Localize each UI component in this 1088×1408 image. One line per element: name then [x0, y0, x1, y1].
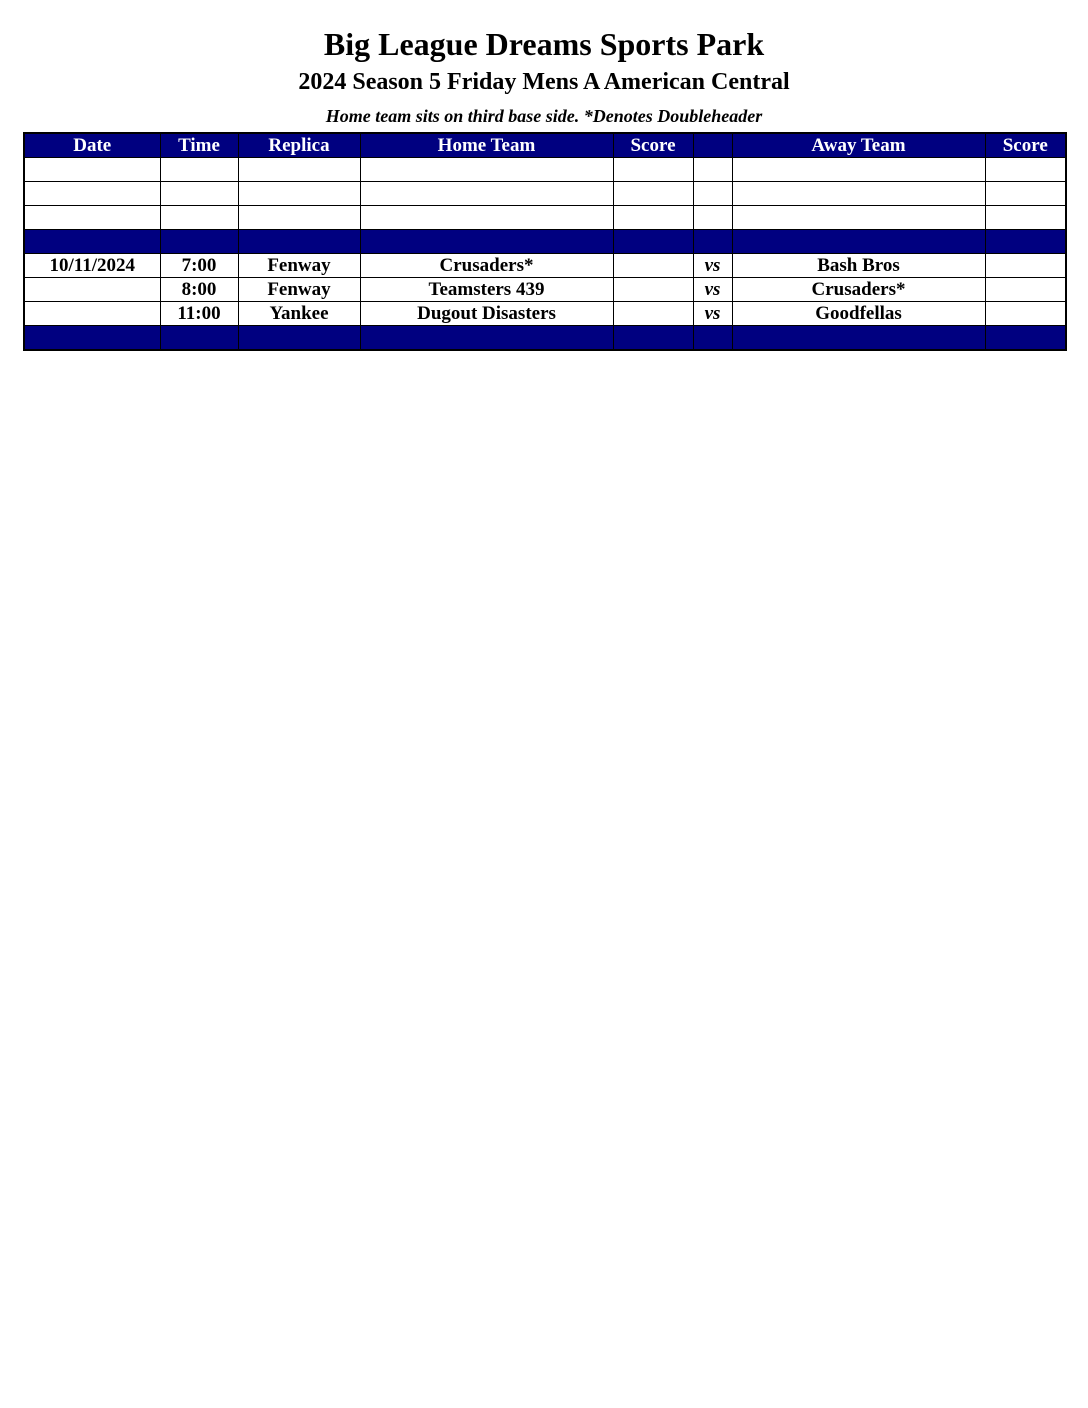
schedule-note: Home team sits on third base side. *Denotes Doubleheader	[325, 106, 763, 126]
band-cell	[985, 326, 1066, 351]
game-away-team: Crusaders*	[732, 278, 985, 302]
column-header-away-team: Away Team	[732, 133, 985, 158]
empty-cell	[613, 182, 693, 206]
empty-cell	[613, 206, 693, 230]
game-row	[24, 302, 1066, 326]
band-cell	[693, 230, 732, 254]
band-cell	[693, 326, 732, 351]
empty-cell	[238, 182, 360, 206]
game-time: 8:00	[160, 278, 238, 302]
column-header-home-team: Home Team	[360, 133, 613, 158]
game-row	[24, 278, 1066, 302]
game-date	[24, 278, 160, 302]
empty-row	[24, 182, 1066, 206]
empty-cell	[238, 206, 360, 230]
empty-cell	[693, 206, 732, 230]
game-home-team: Crusaders*	[360, 254, 613, 278]
empty-cell	[732, 182, 985, 206]
band-cell	[160, 326, 238, 351]
game-replica-field: Yankee	[238, 302, 360, 326]
game-home-team: Dugout Disasters	[360, 302, 613, 326]
empty-cell	[732, 158, 985, 182]
band-cell	[160, 230, 238, 254]
band-cell	[360, 230, 613, 254]
game-away-team: Bash Bros	[732, 254, 985, 278]
empty-cell	[360, 182, 613, 206]
page-subtitle: 2024 Season 5 Friday Mens A American Central	[298, 69, 790, 95]
separator-band-row	[24, 326, 1066, 351]
empty-cell	[732, 206, 985, 230]
game-home-score	[613, 302, 693, 326]
schedule-table	[23, 132, 1067, 351]
band-cell	[24, 326, 160, 351]
game-time: 11:00	[160, 302, 238, 326]
empty-cell	[160, 182, 238, 206]
game-away-score	[985, 278, 1066, 302]
empty-cell	[24, 182, 160, 206]
game-row	[24, 254, 1066, 278]
game-vs: vs	[693, 254, 732, 278]
game-away-score	[985, 254, 1066, 278]
game-home-team: Teamsters 439	[360, 278, 613, 302]
game-vs: vs	[693, 278, 732, 302]
column-header-away-score: Score	[985, 133, 1066, 158]
game-home-score	[613, 278, 693, 302]
band-cell	[360, 326, 613, 351]
empty-cell	[24, 206, 160, 230]
band-cell	[24, 230, 160, 254]
empty-cell	[613, 158, 693, 182]
empty-cell	[985, 158, 1066, 182]
column-header-vs	[693, 133, 732, 158]
page-title: Big League Dreams Sports Park	[323, 26, 765, 62]
empty-cell	[360, 158, 613, 182]
game-date	[24, 302, 160, 326]
band-cell	[613, 230, 693, 254]
band-cell	[732, 326, 985, 351]
band-cell	[732, 230, 985, 254]
band-cell	[613, 326, 693, 351]
band-cell	[985, 230, 1066, 254]
empty-cell	[693, 182, 732, 206]
game-away-team: Goodfellas	[732, 302, 985, 326]
empty-cell	[160, 158, 238, 182]
column-header-date: Date	[24, 133, 160, 158]
empty-row	[24, 206, 1066, 230]
band-cell	[238, 230, 360, 254]
empty-cell	[693, 158, 732, 182]
table-header-row	[24, 133, 1066, 158]
game-away-score	[985, 302, 1066, 326]
game-replica-field: Fenway	[238, 254, 360, 278]
empty-cell	[238, 158, 360, 182]
empty-cell	[160, 206, 238, 230]
empty-cell	[985, 182, 1066, 206]
game-time: 7:00	[160, 254, 238, 278]
column-header-home-score: Score	[613, 133, 693, 158]
game-replica-field: Fenway	[238, 278, 360, 302]
separator-band-row	[24, 230, 1066, 254]
empty-cell	[360, 206, 613, 230]
band-cell	[238, 326, 360, 351]
column-header-time: Time	[160, 133, 238, 158]
empty-cell	[985, 206, 1066, 230]
empty-row	[24, 158, 1066, 182]
game-vs: vs	[693, 302, 732, 326]
game-date: 10/11/2024	[24, 254, 160, 278]
game-home-score	[613, 254, 693, 278]
column-header-replica: Replica	[238, 133, 360, 158]
empty-cell	[24, 158, 160, 182]
